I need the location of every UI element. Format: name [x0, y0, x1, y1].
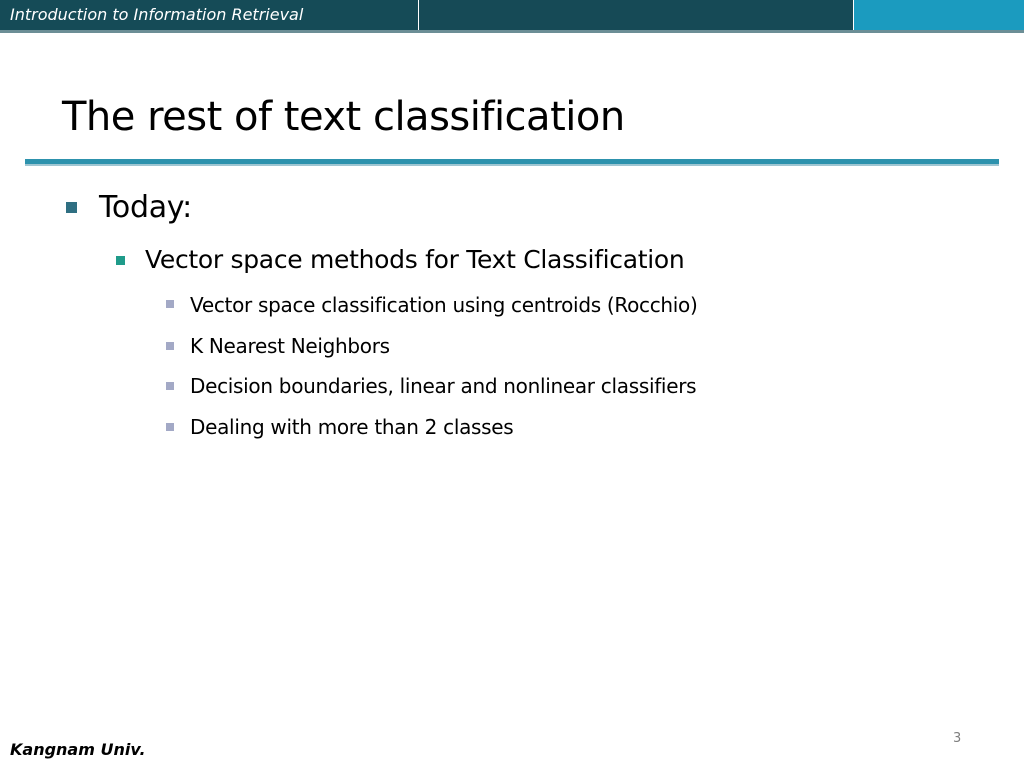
bullet-level2-text: Vector space methods for Text Classification [145, 245, 685, 274]
slide-title: The rest of text classification [62, 94, 625, 140]
bullet-level1-text: Today: [99, 190, 192, 225]
title-underline [25, 159, 999, 166]
square-bullet-icon [166, 423, 174, 431]
square-bullet-icon [66, 202, 77, 213]
square-bullet-icon [166, 382, 174, 390]
bullet-level3-text: K Nearest Neighbors [190, 334, 390, 358]
page-number: 3 [953, 731, 962, 746]
header-accent-panel [854, 0, 1024, 32]
square-bullet-icon [166, 300, 174, 308]
header-divider [0, 30, 1024, 33]
bullet-level3-text: Vector space classification using centroids (Rocchio) [190, 293, 698, 317]
square-bullet-icon [166, 342, 174, 350]
bullet-level3-text: Dealing with more than 2 classes [190, 415, 514, 439]
footer-institution: Kangnam Univ. [10, 740, 146, 759]
course-title: Introduction to Information Retrieval [10, 5, 304, 24]
header-middle-panel [419, 0, 853, 32]
bullet-level3-text: Decision boundaries, linear and nonlinear classifiers [190, 374, 697, 398]
header-band [0, 0, 1024, 32]
square-bullet-icon [116, 256, 125, 265]
